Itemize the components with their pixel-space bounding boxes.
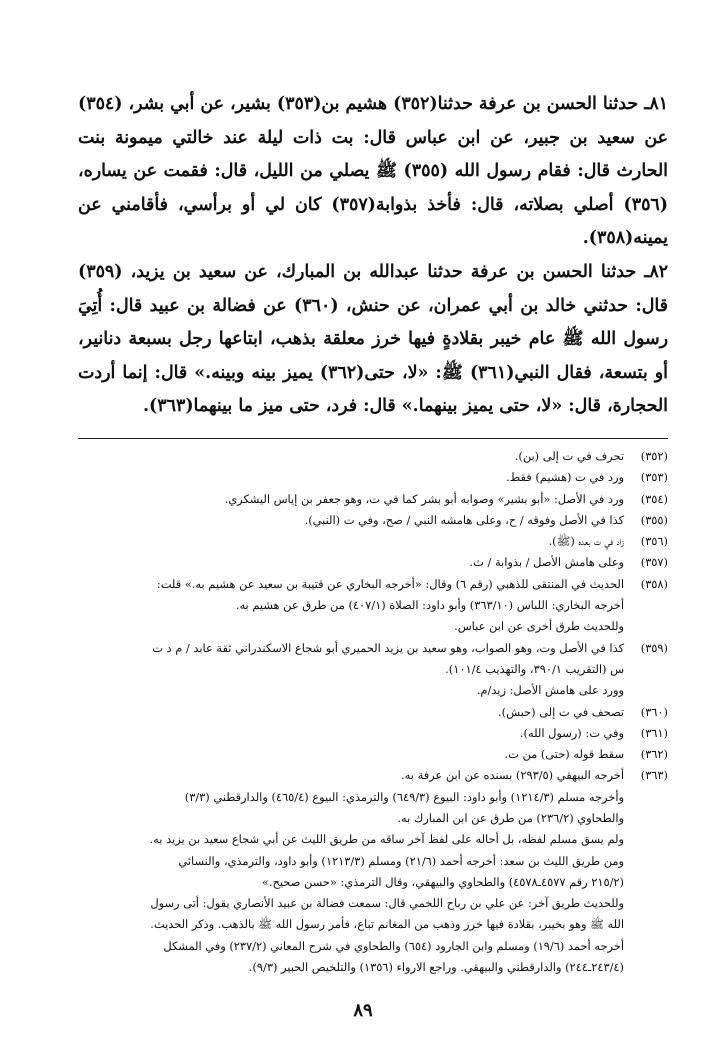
footnote-line: وللحديث طرق أخرى عن ابن عباس. bbox=[454, 619, 624, 634]
footnote-line: (٢١٥/٢ رقم ٤٥٧٧ـ٤٥٧٨) والطحاوي والبيهقي، وقال الترمذي: «حسن صحيح.» bbox=[261, 874, 624, 889]
footnote-text bbox=[78, 552, 624, 573]
footnote-line: كذا في الأصل وفوقه / ح، وعلى هامشه النبي / صح، وفي ت (النبي). bbox=[304, 512, 624, 527]
footnote-line: أخرجه البخاري: اللباس (٣٦٣/١٠) وأبو داود: الصلاة (٤٠٧/١) من طرق عن هشيم به. bbox=[235, 598, 624, 613]
footnote-line: زاد في ت بعده (ﷺ). bbox=[548, 534, 624, 549]
footnote bbox=[78, 467, 668, 488]
footnote-text bbox=[78, 765, 624, 978]
footnote-number: (٣٥٢) bbox=[640, 448, 668, 463]
footnote-separator bbox=[78, 438, 668, 439]
footnote-line: ولم يسق مسلم لفظه، بل أحاله على لفظ آخر ساقه من طريق الليث عن أبي شجاع سعيد بن يزيد به. bbox=[149, 832, 624, 847]
book-page bbox=[78, 88, 668, 978]
footnote-text bbox=[78, 489, 624, 510]
footnote-line: وورد على هامش الأصل: زيد/م. bbox=[476, 683, 624, 698]
footnote bbox=[78, 446, 668, 467]
footnote bbox=[78, 531, 668, 552]
footnote-line: ورد في الأصل: «أبو بشير» وصوابه أبو بشر كما في ت، وهو جعفر بن إياس اليشكري. bbox=[224, 491, 624, 506]
footnote-line: الله ﷺ وهو بخيبر، بقلادة فيها خرز وذهب من المغانم تباع، فأمر رسول الله ﷺ بالذهب. وذكر الحديث. bbox=[150, 917, 624, 932]
footnote-number: (٣٥٦) bbox=[640, 534, 668, 549]
footnote bbox=[78, 702, 668, 723]
footnote-text bbox=[78, 531, 624, 552]
footnote-text bbox=[78, 446, 624, 467]
footnote-line: ومن طريق الليث بن سعد: أخرجه أحمد (٢١/٦) ومسلم (١٢١٣/٣) وأبو داود، والترمذي، والنسائي bbox=[178, 853, 624, 868]
footnote bbox=[78, 552, 668, 573]
footnote-number: (٣٦٣) bbox=[640, 768, 668, 783]
footnote-number: (٣٥٩) bbox=[640, 640, 668, 655]
footnote-text bbox=[78, 723, 624, 744]
footnote-line: وللحديث طريق آخر: عن علي بن رباح اللخمي قال: سمعت فضالة بن عبيد الأنصاري يقول: أتى رسول bbox=[150, 896, 624, 911]
footnote-line: س (التقريب ٣٩٠/١، والتهذيب ١٠١/٤). bbox=[445, 661, 624, 676]
footnote-number: (٣٦١) bbox=[640, 725, 668, 740]
footnote-line: تصحف في ت إلى (حبش). bbox=[498, 704, 624, 719]
footnote-line: سقط قوله (حتى) من ت. bbox=[504, 747, 624, 762]
footnote-line: كذا في الأصل وت، وهو الصواب، وهو سعيد بن يزيد الحميري أبو شجاع الاسكندراني ثقة عابد / م د ت bbox=[152, 640, 624, 655]
footnote-line: أخرجه أحمد (١٩/٦) ومسلم وابن الجارود (٦٥٤) والطحاوي في شرح المعاني (٢٣٧/٢) وفي المشكل bbox=[163, 938, 624, 953]
footnote-text bbox=[78, 744, 624, 765]
footnote-line: (٢٤٣/٤ـ٢٤٤) والدارقطني والبيهقي. وراجع الارواء (١٣٥٦) والتلخيص الحبير (٩/٣). bbox=[248, 960, 624, 975]
footnote-text bbox=[78, 510, 624, 531]
footnote-number: (٣٥٣) bbox=[640, 470, 668, 485]
footnote-text bbox=[78, 574, 624, 638]
footnote-text bbox=[78, 702, 624, 723]
footnote-line: الحديث في المنتقى للذهبي (رقم ٦) وقال: «أخرجه البخاري عن قتيبة بن سعيد عن هشيم به.» قلت: bbox=[156, 576, 624, 591]
footnote bbox=[78, 489, 668, 510]
footnote-line: أخرجه البيهقي (٢٩٣/٥) بسنده عن ابن عرفة به. bbox=[401, 768, 624, 783]
footnote-number: (٣٦٢) bbox=[640, 747, 668, 762]
main-text bbox=[78, 88, 668, 424]
footnote bbox=[78, 574, 668, 638]
footnote bbox=[78, 510, 668, 531]
footnote bbox=[78, 638, 668, 702]
footnote-line: وأخرجه مسلم (١٢١٤/٣) وأبو داود: البيوع (٦٤٩/٣) والترمذي: البيوع (٤٦٥/٤) والدارقطني (٣/٣) bbox=[184, 789, 624, 804]
page-number: ٨٩ bbox=[353, 1000, 373, 1021]
hadith-81: ٨١ـ حدثنا الحسن بن عرفة حدثنا(٣٥٢) هشيم بن(٣٥٣) بشير، عن أبي بشر، (٣٥٤) عن سعيد بن جبير، عن ابن عباس قال: بت ذات ليلة عند خالتي ميمونة بنت الحارث قال: فقام رسول الله (٣٥٥) ﷺ يصلي من الليل، قال: فقمت عن يساره، (٣٥٦) أصلي بصلاته، قال: فأخذ بذوابة(٣٥٧) كان لي أو برأسي، فأقامني عن يمينه(٣٥٨). bbox=[78, 94, 668, 249]
footnote-line: وعلى هامش الأصل / بذوابة / ث. bbox=[469, 555, 624, 570]
footnote-number: (٣٥٧) bbox=[640, 555, 668, 570]
footnote bbox=[78, 765, 668, 978]
footnote-number: (٣٥٥) bbox=[640, 512, 668, 527]
footnote-line: وفي ت: (رسول الله). bbox=[519, 725, 624, 740]
footnote-line: ورد في ت (هشيم) فقط. bbox=[506, 470, 624, 485]
footnote-number: (٣٦٠) bbox=[640, 704, 668, 719]
footnote-number: (٣٥٤) bbox=[640, 491, 668, 506]
footnote bbox=[78, 723, 668, 744]
footnote-text bbox=[78, 467, 624, 488]
footnote-text bbox=[78, 638, 624, 702]
footnotes bbox=[78, 446, 668, 978]
footnote-line: والطحاوي (٢٣٦/٢) من طرق عن ابن المبارك به. bbox=[397, 810, 624, 825]
footnote-line: تحرف في ت إلى (بن). bbox=[514, 448, 624, 463]
hadith-82: ٨٢ـ حدثنا الحسن بن عرفة حدثنا عبدالله بن المبارك، عن سعيد بن يزيد، (٣٥٩) قال: حدثني خالد بن أبي عمران، عن حنش، (٣٦٠) عن فضالة بن عبيد قال: أُتِيَ رسول الله ﷺ عام خيبر بقلادةٍ فيها خرز معلقة بذهب، ابتاعها رجل بسبعة دنانير، أو بتسعة، فقال النبي(٣٦١) ﷺ: «لا، حتى(٣٦٢) يميز بينه وبينه.» قال: إنما أردت الحجارة، قال: «لا، حتى يميز بينهما.» قال: فرد، حتى ميز ما بينهما(٣٦٣). bbox=[78, 261, 668, 417]
footnote bbox=[78, 744, 668, 765]
footnote-number: (٣٥٨) bbox=[640, 576, 668, 591]
